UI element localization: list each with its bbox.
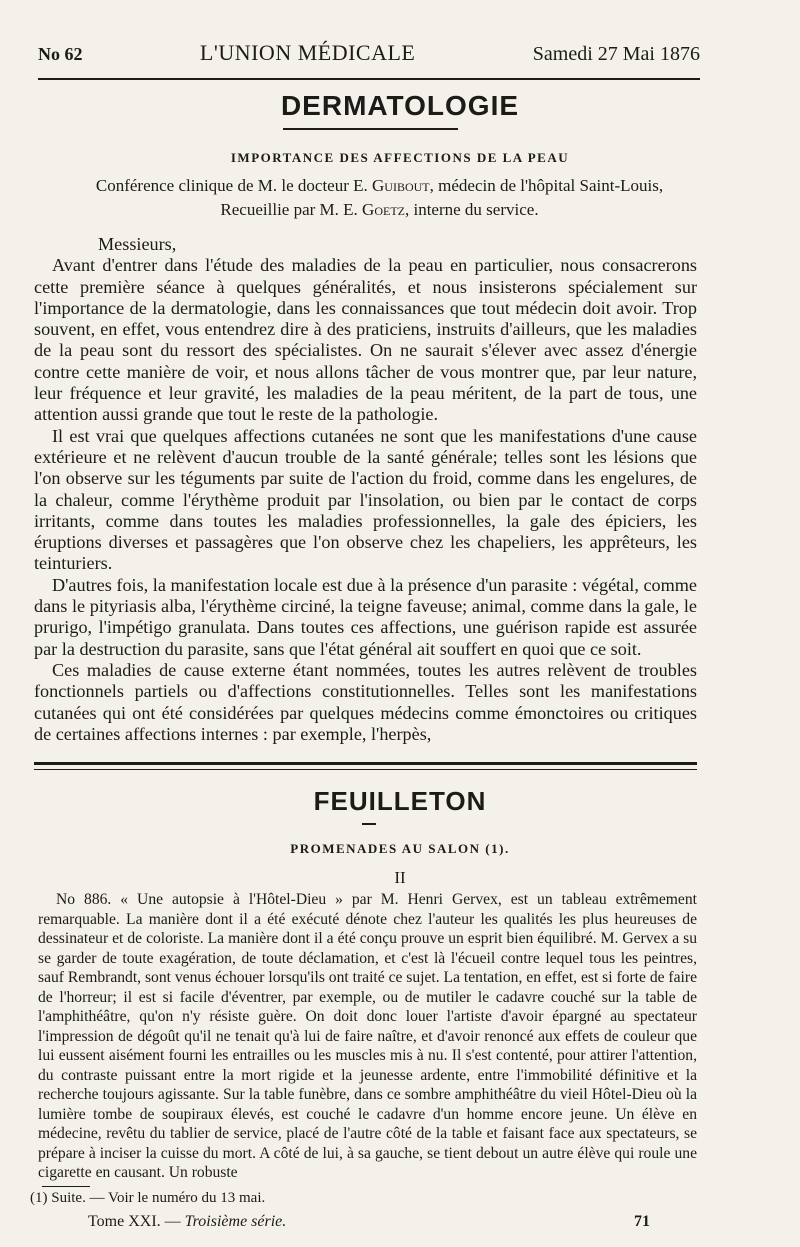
salutation: Messieurs, xyxy=(98,234,177,254)
section-rule xyxy=(283,128,458,130)
issue-date: Samedi 27 Mai 1876 xyxy=(532,43,700,65)
feuilleton-body xyxy=(38,890,697,1183)
running-head xyxy=(38,40,700,76)
article-paragraph: Ces maladies de cause externe étant nommées, toutes les autres relèvent de troubles fonctionnels partiels ou d'affections constitutionnelles. Telles sont les manifestations cutanées qui ont été considérées par quelques médecins comme émonctoires ou critiques de certaines affections internes : par exemple, l'herpès, xyxy=(34,659,697,744)
header-rule xyxy=(38,78,700,80)
part-number: II xyxy=(394,868,406,887)
volume-label: Tome XXI. — xyxy=(88,1213,181,1230)
author-name: Guibout xyxy=(372,176,430,195)
feuilleton-subtitle: PROMENADES AU SALON (1). xyxy=(290,841,510,856)
recorder-suffix: , interne du service. xyxy=(404,200,539,219)
feuilleton-title: FEUILLETON xyxy=(313,786,487,816)
issue-number: No 62 xyxy=(38,44,83,64)
article-paragraph: D'autres fois, la manifestation locale est due à la présence d'un parasite : végétal, comme dans le pityriasis alba, l'érythème circiné, la teigne faveuse; animal, comme dans la gale, le prurigo, l'impétigo granulata. Dans toutes ces affections, une guérison rapide est assurée par la destruction du parasite, sans que l'état général ait souffert en quoi que ce soit. xyxy=(34,574,697,659)
page-footer xyxy=(88,1213,650,1231)
article-body xyxy=(34,234,697,745)
journal-title: L'UNION MÉDICALE xyxy=(199,40,416,65)
recorder-name: Goetz xyxy=(362,200,405,219)
feuilleton-subtitle-block xyxy=(0,841,800,857)
recorder-line xyxy=(54,200,705,220)
footnote-rule xyxy=(42,1186,90,1187)
page-number: 71 xyxy=(634,1213,650,1230)
series-label: Troisième série. xyxy=(184,1213,287,1230)
feuilleton-paragraph: No 886. « Une autopsie à l'Hôtel-Dieu » par M. Henri Gervex, est un tableau extrêmement remarquable. La manière dont il a été exécuté dénote chez l'auteur les qualités les plus heureuses de dessinateur et de coloriste. La manière dont il a été conçu prouve un esprit bien équilibré. M. Gervex a su se garder de toute exagération, de toute déclamation, et c'est là l'écueil contre lequel tous les peintres, sauf Rembrandt, sont venus échouer lorsqu'ils ont traité ce sujet. La tentation, en effet, est si forte de faire de l'horreur; il est si facile d'éventrer, par exemple, ou de mutiler le cadavre couché sur la table de l'amphithéâtre, qu'on n'y résiste guère. On doit donc louer l'artiste d'avoir épargné au spectateur l'impression de dégoût qu'il ne tenait qu'à lui de faire naître, et d'avoir renoncé aux effets de couleur que lui eussent aisément fourni les entrailles ou les muscles mis à nu. Il s'est contenté, pour attirer l'attention, du contraste puissant entre la mort rigide et la jeunesse ardente, entre l'immobilité définitive et la recherche toujours agissante. Sur la table funèbre, dans ce sombre amphithéâtre du vieil Hôtel-Dieu où la lumière tombe de soupiraux élevés, est couché le cadavre d'un homme encore jeune. Un élève en médecine, revêtu du tablier de service, placé de l'autre côté de la table et faisant face aux spectateurs, se prépare à inciser la cuisse du mort. A côté de lui, à sa gauche, se tient debout un autre élève qui roule une cigarette en causant. Un robuste xyxy=(38,891,697,1181)
byline xyxy=(54,176,705,196)
article-paragraph: Avant d'entrer dans l'étude des maladies de la peau en particulier, nous consacrerons cette première séance à quelques généralités, et nous insisterons spécialement sur l'importance de la dermatologie, dans les connaissances que tout médecin doit avoir. Trop souvent, en effet, vous entendrez dire à des praticiens, instruits d'ailleurs, que les maladies de la peau sont du ressort des spécialistes. On ne saurait s'élever avec assez d'énergie contre cette manière de voir, et nous allons tâcher de vous montrer que, par leur nature, leur fréquence et leur gravité, les maladies de la peau méritent, de la part de tous, une attention aussi grande que tout le reste de la pathologie. xyxy=(34,255,697,425)
byline-suffix: , médecin de l'hôpital Saint-Louis, xyxy=(429,176,664,195)
recorder-prefix: Recueillie par M. E. xyxy=(220,200,358,219)
article-title: IMPORTANCE DES AFFECTIONS DE LA PEAU xyxy=(230,150,570,165)
feuilleton-separator-thin xyxy=(34,769,697,770)
section-title: DERMATOLOGIE xyxy=(280,90,520,121)
feuilleton-dash xyxy=(362,823,376,825)
feuilleton-separator-thick xyxy=(34,762,697,765)
volume-info xyxy=(88,1213,286,1231)
footnote: (1) Suite. — Voir le numéro du 13 mai. xyxy=(30,1190,266,1206)
article-paragraph: Il est vrai que quelques affections cutanées ne sont que les manifestations d'une cause extérieure et ne relèvent d'aucun trouble de la santé générale; telles sont les lésions que l'on observe sur les téguments par suite de l'action du froid, comme dans les engelures, de la chaleur, comme l'érythème produit par l'insolation, ou bien par le contact de corps irritants, comme dans toutes les maladies professionnelles, la gale des épiciers, les éruptions diverses et passagères que l'on observe chez les chapeliers, les apprêteurs, les teinturiers. xyxy=(34,425,697,574)
byline-prefix: Conférence clinique de M. le docteur E. xyxy=(95,176,368,195)
